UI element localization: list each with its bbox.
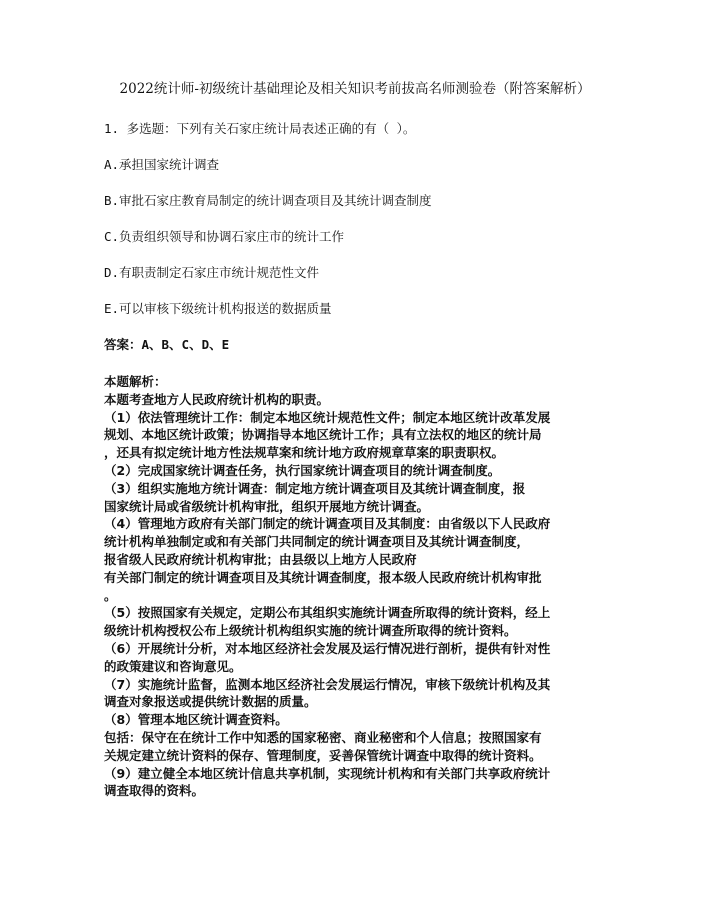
analysis-line: （1）依法管理统计工作：制定本地区统计规范性文件；制定本地区统计改革发展 [104, 409, 551, 425]
analysis-line: 调查对象报送或提供统计数据的质量。 [104, 694, 317, 710]
analysis-line: （5）按照国家有关规定，定期公布其组织实施统计调查所取得的统计资料，经上 [104, 605, 551, 621]
question-stem-line [104, 120, 415, 137]
analysis-section [104, 373, 614, 800]
analysis-line: （2）完成国家统计调查任务，执行国家统计调查项目的统计调查制度。 [104, 462, 501, 478]
analysis-line: （9）建立健全本地区统计信息共享机制，实现统计机构和有关部门共享政府统计 [104, 765, 551, 781]
question-number: 1. [104, 121, 120, 136]
option-b: B.审批石家庄教育局制定的统计调查项目及其统计调查制度 [104, 193, 432, 208]
analysis-line: 国家统计局或省级统计机构审批，组织开展地方统计调查。 [104, 498, 430, 514]
analysis-line: 规划、本地区统计政策；协调指导本地区统计工作；具有立法权的地区的统计局 [104, 427, 542, 443]
analysis-body [104, 391, 614, 800]
analysis-line: （7）实施统计监督，监测本地区经济社会发展运行情况，审核下级统计机构及其 [104, 676, 551, 692]
analysis-line: 。 [104, 587, 117, 603]
answer-line: 答案：A、B、C、D、E [104, 337, 230, 352]
analysis-line: （3）组织实施地方统计调查：制定地方统计调查项目及其统计调查制度，报 [104, 480, 526, 496]
question-stem: 多选题：下列有关石家庄统计局表述正确的有（ ）。 [126, 121, 416, 136]
option-c: C.负责组织领导和协调石家庄市的统计工作 [104, 229, 345, 244]
analysis-line: （6）开展统计分析，对本地区经济社会发展及运行情况进行剖析，提供有针对性 [104, 640, 551, 656]
analysis-line: 的政策建议和咨询意见。 [104, 658, 242, 674]
option-d: D.有职责制定石家庄市统计规范性文件 [104, 265, 320, 280]
option-a: A.承担国家统计调查 [104, 157, 220, 172]
analysis-line: （8）管理本地区统计调查资料。 [104, 712, 288, 728]
analysis-heading: 本题解析： [104, 374, 167, 389]
analysis-line: 统计机构单独制定或和有关部门共同制定的统计调查项目及其统计调查制度， [104, 534, 530, 550]
analysis-line: ，还具有拟定统计地方性法规草案和统计地方政府规章草案的职责职权。 [104, 445, 505, 461]
analysis-line: 关规定建立统计资料的保存、管理制度，妥善保管统计调查中取得的统计资料。 [104, 747, 542, 763]
analysis-line: （4）管理地方政府有关部门制定的统计调查项目及其制度：由省级以下人民政府 [104, 516, 551, 532]
option-e: E.可以审核下级统计机构报送的数据质量 [104, 301, 332, 316]
analysis-line: 有关部门制定的统计调查项目及其统计调查制度，报本级人民政府统计机构审批 [104, 569, 542, 585]
analysis-line: 包括：保守在在统计工作中知悉的国家秘密、商业秘密和个人信息；按照国家有 [104, 729, 542, 745]
analysis-line: 报省级人民政府统计机构审批；由县级以上地方人民政府 [104, 551, 417, 567]
analysis-line: 级统计机构授权公布上级统计机构组织实施的统计调查所取得的统计资料。 [104, 623, 517, 639]
analysis-line: 调查取得的资料。 [104, 783, 205, 799]
analysis-line: 本题考查地方人民政府统计机构的职责。 [104, 391, 330, 407]
document-title: 2022统计师-初级统计基础理论及相关知识考前拔高名师测验卷（附答案解析） [119, 81, 591, 97]
